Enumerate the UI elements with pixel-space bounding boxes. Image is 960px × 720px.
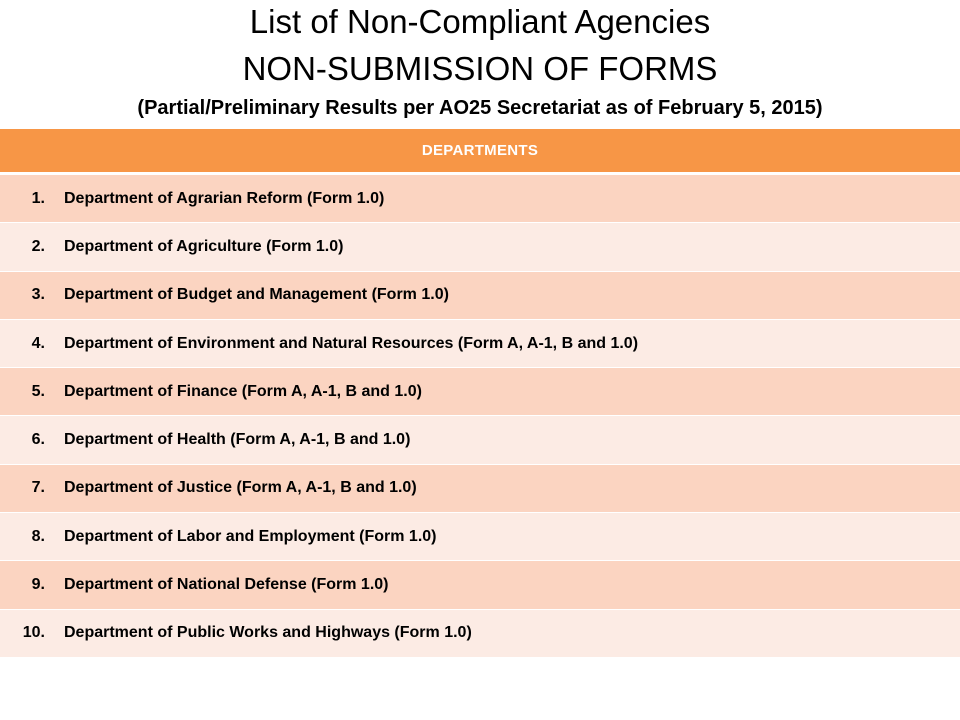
page-subtitle-heading: NON-SUBMISSION OF FORMS	[242, 50, 718, 87]
table-row	[0, 320, 960, 368]
row-label: Department of Finance (Form A, A-1, B and 1.0)	[64, 382, 422, 400]
table-row	[0, 610, 960, 658]
row-number: 4.	[31, 334, 45, 352]
results-note: (Partial/Preliminary Results per AO25 Secretariat as of February 5, 2015)	[137, 97, 823, 119]
row-number: 8.	[31, 527, 45, 545]
page-title: List of Non-Compliant Agencies	[249, 3, 711, 40]
table-row	[0, 175, 960, 223]
row-label: Department of Agrarian Reform (Form 1.0)	[64, 189, 385, 207]
row-label: Department of National Defense (Form 1.0)	[64, 576, 389, 594]
table-row	[0, 465, 960, 513]
table-header: DEPARTMENTS	[0, 129, 960, 175]
row-label: Department of Labor and Employment (Form 1.0)	[64, 527, 437, 545]
table-row	[0, 513, 960, 561]
table-row	[0, 416, 960, 464]
row-number: 3.	[31, 286, 45, 304]
row-label: Department of Justice (Form A, A-1, B and 1.0)	[64, 479, 417, 497]
table-row	[0, 561, 960, 609]
table-row	[0, 223, 960, 271]
row-label: Department of Budget and Management (Form 1.0)	[64, 286, 449, 304]
departments-table	[0, 129, 960, 658]
row-label: Department of Agriculture (Form 1.0)	[64, 237, 344, 255]
table-row	[0, 272, 960, 320]
row-number: 10.	[22, 624, 45, 642]
row-number: 2.	[31, 237, 45, 255]
table-row	[0, 368, 960, 416]
row-number: 5.	[31, 382, 45, 400]
row-label: Department of Health (Form A, A-1, B and 1.0)	[64, 431, 411, 449]
row-number: 7.	[31, 479, 45, 497]
row-number: 6.	[31, 431, 45, 449]
row-label: Department of Public Works and Highways (Form 1.0)	[64, 624, 472, 642]
row-number: 9.	[31, 576, 45, 594]
row-label: Department of Environment and Natural Resources (Form A, A-1, B and 1.0)	[64, 334, 639, 352]
row-number: 1.	[31, 189, 45, 207]
